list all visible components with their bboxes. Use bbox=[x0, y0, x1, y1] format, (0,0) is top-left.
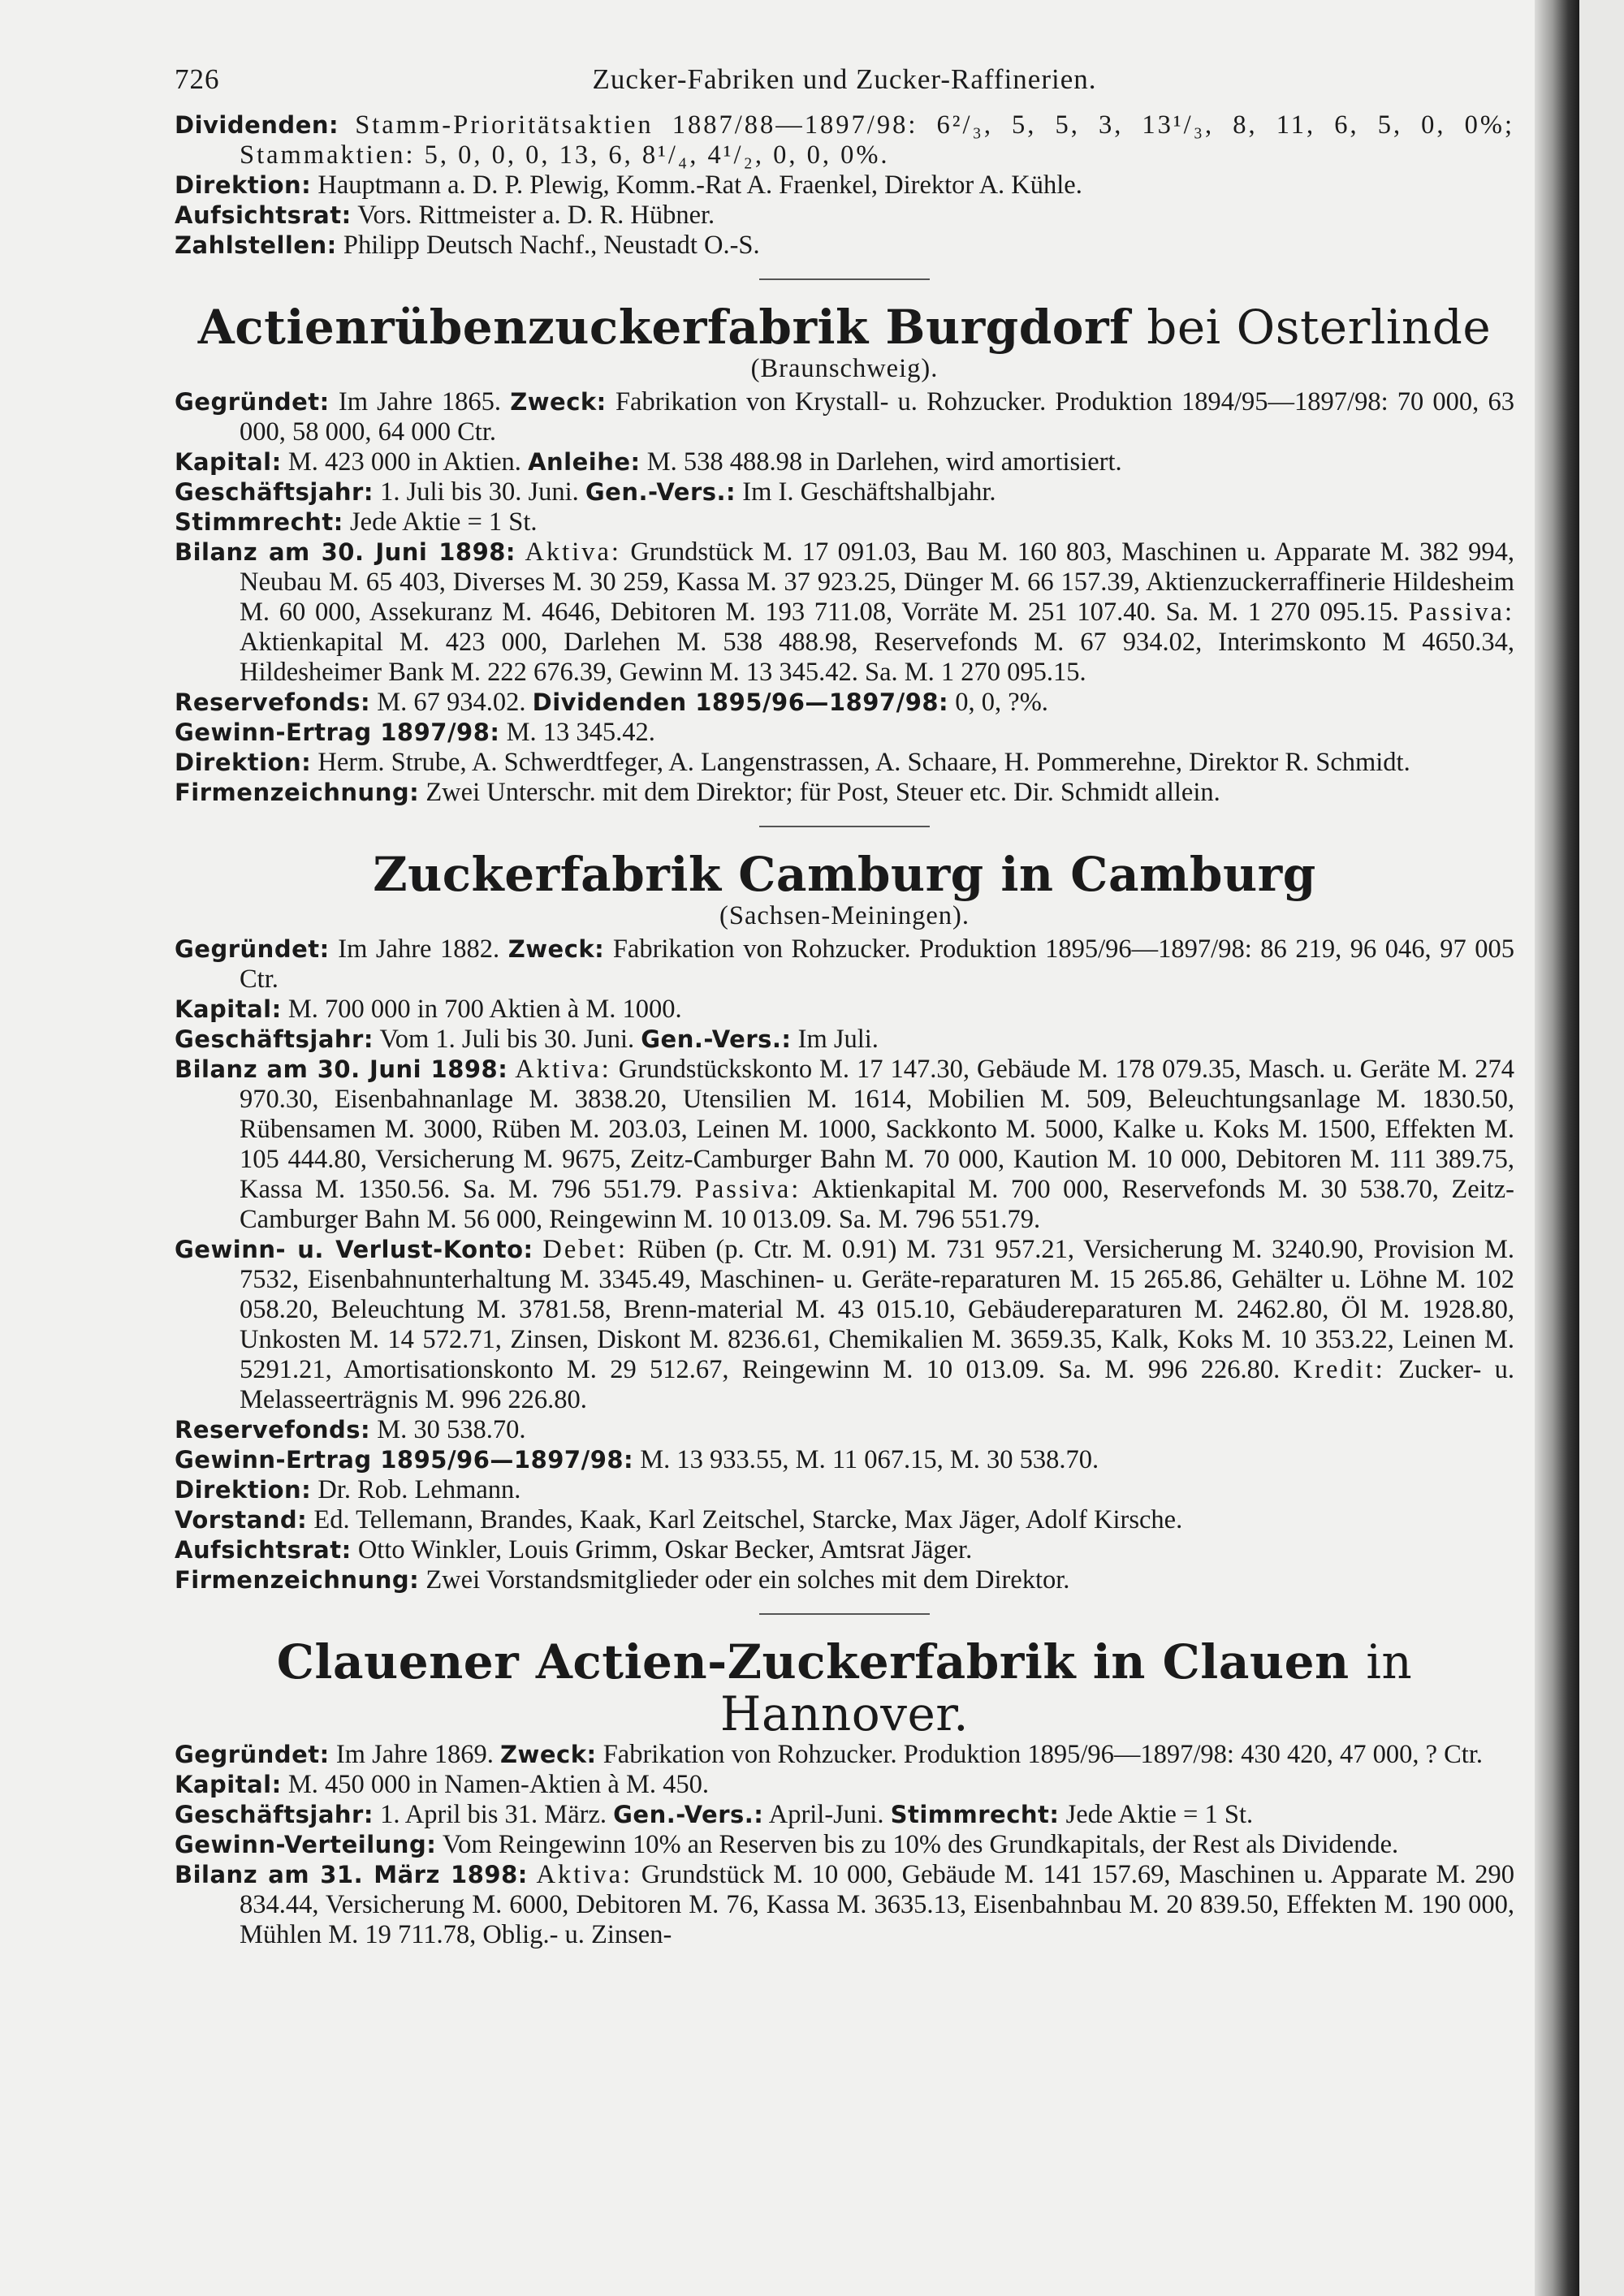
entry-line: Aufsichtsrat: Vors. Rittmeister a. D. R. Hübner. bbox=[175, 201, 715, 230]
entry-line: Bilanz am 30. Juni 1898: Aktiva: Grundstück M. 17 091.03, Bau M. 160 803, Maschinen u. Apparate M. 382 994, Neubau M. 65 403, Diverses M. 30 259, Kassa M. 37 923.25, Dünger M. 66 157.39, Aktienzuckerraffinerie Hildesheim M. 60 000, Assekuranz M. 4646, Debitoren M. 193 711.08, Vorräte M. 251 107.40. Sa. M. 1 270 095.15. Passiva: Aktienkapital M. 423 000, Darlehen M. 538 488.98, Reservefonds M. 67 934.02, Interimskonto M 4650.34, Hildesheimer Bank M. 222 676.39, Gewinn M. 13 345.42. Sa. M. 1 270 095.15. bbox=[175, 537, 1515, 687]
entry-line: Reservefonds: M. 30 538.70. bbox=[175, 1415, 526, 1444]
company-region: (Braunschweig). bbox=[750, 354, 939, 383]
entry-line: Kapital: M. 450 000 in Namen-Aktien à M. 450. bbox=[175, 1770, 709, 1799]
entry-previous-continuation bbox=[175, 110, 1514, 261]
entry-line: Gewinn-Ertrag 1897/98: M. 13 345.42. bbox=[175, 718, 655, 747]
entry-line: Direktion: Hauptmann a. D. P. Plewig, Komm.-Rat A. Fraenkel, Direktor A. Kühle. bbox=[175, 170, 1082, 200]
entry-line: Vorstand: Ed. Tellemann, Brandes, Kaak, Karl Zeitschel, Starcke, Max Jäger, Adolf Kirsche. bbox=[175, 1505, 1183, 1534]
entry-camburg bbox=[175, 848, 1514, 1595]
entry-line: Firmenzeichnung: Zwei Unterschr. mit dem Direktor; für Post, Steuer etc. Dir. Schmidt allein. bbox=[175, 778, 1220, 807]
entry-line: Gewinn-Verteilung: Vom Reingewinn 10% an Reserven bis zu 10% des Grundkapitals, der Rest als Dividende. bbox=[175, 1830, 1399, 1859]
entry-line: Geschäftsjahr: 1. April bis 31. März. Gen.-Vers.: April-Juni. Stimmrecht: Jede Aktie = 1 St. bbox=[175, 1800, 1254, 1829]
entry-line: Geschäftsjahr: 1. Juli bis 30. Juni. Gen.-Vers.: Im I. Geschäftshalbjahr. bbox=[175, 477, 996, 507]
entry-clauen bbox=[175, 1636, 1514, 1950]
entry-line: Geschäftsjahr: Vom 1. Juli bis 30. Juni. Gen.-Vers.: Im Juli. bbox=[175, 1025, 879, 1054]
entry-line: Direktion: Dr. Rob. Lehmann. bbox=[175, 1475, 521, 1504]
entry-burgdorf bbox=[175, 301, 1514, 808]
entry-line: Kapital: M. 700 000 in 700 Aktien à M. 1000. bbox=[175, 995, 682, 1024]
section-divider bbox=[759, 826, 930, 827]
company-title: Zuckerfabrik Camburg in Camburg bbox=[373, 847, 1316, 902]
section-divider bbox=[759, 278, 930, 280]
page-number: 726 bbox=[175, 63, 220, 95]
company-region: (Sachsen-Meiningen). bbox=[719, 901, 970, 930]
running-head bbox=[175, 63, 1514, 110]
entry-line: Gegründet: Im Jahre 1869. Zweck: Fabrikation von Rohzucker. Produktion 1895/96—1897/98: 430 420, 47 000, ? Ctr. bbox=[175, 1740, 1483, 1769]
entry-line: Bilanz am 31. März 1898: Aktiva: Grundstück M. 10 000, Gebäude M. 141 157.69, Maschinen u. Apparate M. 290 834.44, Versicherung M. 6000, Debitoren M. 76, Kassa M. 3635.13, Eisenbahnbau M. 20 839.50, Effekten M. 190 000, Mühlen M. 19 711.78, Oblig.- u. Zinsen- bbox=[175, 1860, 1514, 1949]
company-title: Clauener Actien-Zuckerfabrik in Clauen in Hannover. bbox=[276, 1634, 1413, 1741]
entry-line: Direktion: Herm. Strube, A. Schwerdtfeger, A. Langenstrassen, A. Schaare, H. Pommerehne, Direktor R. Schmidt. bbox=[175, 748, 1410, 777]
entry-line: Gewinn- u. Verlust-Konto: Debet: Rüben (p. Ctr. M. 0.91) M. 731 957.21, Versicherung M. 3240.90, Provision M. 7532, Eisenbahnunterhaltung M. 3345.49, Maschinen- u. Geräte-reparaturen M. 15 265.86, Gehälter u. Löhne M. 102 058.20, Beleuchtung M. 3781.58, Brenn-material M. 43 015.10, Gebäudereparaturen M. 2462.80, Öl M. 1928.80, Unkosten M. 14 572.71, Zinsen, Diskont M. 8236.61, Chemikalien M. 3659.35, Kalk, Koks M. 10 353.22, Leinen M. 5291.21, Amortisationskonto M. 29 512.67, Reingewinn M. 10 013.09. Sa. M. 996 226.80. Kredit: Zucker- u. Melasseerträgnis M. 996 226.80. bbox=[175, 1235, 1515, 1414]
company-title: Actienrübenzuckerfabrik Burgdorf bei Osterlinde bbox=[197, 300, 1492, 355]
page-binding-edge bbox=[1535, 0, 1579, 2296]
entry-line: Bilanz am 30. Juni 1898: Aktiva: Grundstückskonto M. 17 147.30, Gebäude M. 178 079.35, Masch. u. Geräte M. 274 970.30, Eisenbahnanlage M. 3838.20, Utensilien M. 1614, Mobilien M. 509, Beleuchtungsanlage M. 1830.50, Rübensamen M. 3000, Rüben M. 203.03, Leinen M. 1000, Sackkonto M. 5000, Kalke u. Koks M. 1500, Effekten M. 105 444.80, Versicherung M. 9675, Zeitz-Camburger Bahn M. 70 000, Kaution M. 10 000, Debitoren M. 111 389.75, Kassa M. 1350.56. Sa. M. 796 551.79. Passiva: Aktienkapital M. 700 000, Reservefonds M. 30 538.70, Zeitz-Camburger Bahn M. 56 000, Reingewinn M. 10 013.09. Sa. M. 796 551.79. bbox=[175, 1055, 1514, 1234]
entry-line: Stimmrecht: Jede Aktie = 1 St. bbox=[175, 507, 538, 537]
page-content bbox=[175, 63, 1514, 1950]
entry-line: Gewinn-Ertrag 1895/96—1897/98: M. 13 933.55, M. 11 067.15, M. 30 538.70. bbox=[175, 1445, 1099, 1474]
entry-line: Firmenzeichnung: Zwei Vorstandsmitglieder oder ein solches mit dem Direktor. bbox=[175, 1565, 1070, 1595]
entry-line: Dividenden: Stamm-Prioritätsaktien 1887/88—1897/98: 6²/₃, 5, 5, 3, 13¹/₃, 8, 11, 6, 5, 0, 0%; Stammaktien: 5, 0, 0, 0, 13, 6, 8¹/₄, 4¹/₂, 0, 0, 0%. bbox=[175, 110, 1514, 170]
entry-line: Aufsichtsrat: Otto Winkler, Louis Grimm, Oskar Becker, Amtsrat Jäger. bbox=[175, 1535, 973, 1564]
section-divider bbox=[759, 1613, 930, 1615]
running-title: Zucker-Fabriken und Zucker-Raffinerien. bbox=[592, 63, 1097, 95]
entry-line: Reservefonds: M. 67 934.02. Dividenden 1895/96—1897/98: 0, 0, ?%. bbox=[175, 688, 1048, 717]
entry-line: Gegründet: Im Jahre 1882. Zweck: Fabrikation von Rohzucker. Produktion 1895/96—1897/98: 86 219, 96 046, 97 005 Ctr. bbox=[175, 934, 1514, 994]
entry-line: Zahlstellen: Philipp Deutsch Nachf., Neustadt O.-S. bbox=[175, 231, 760, 260]
entry-line: Kapital: M. 423 000 in Aktien. Anleihe: M. 538 488.98 in Darlehen, wird amortisiert. bbox=[175, 447, 1122, 477]
entry-line: Gegründet: Im Jahre 1865. Zweck: Fabrikation von Krystall- u. Rohzucker. Produktion 1894/95—1897/98: 70 000, 63 000, 58 000, 64 000 Ctr. bbox=[175, 387, 1514, 447]
